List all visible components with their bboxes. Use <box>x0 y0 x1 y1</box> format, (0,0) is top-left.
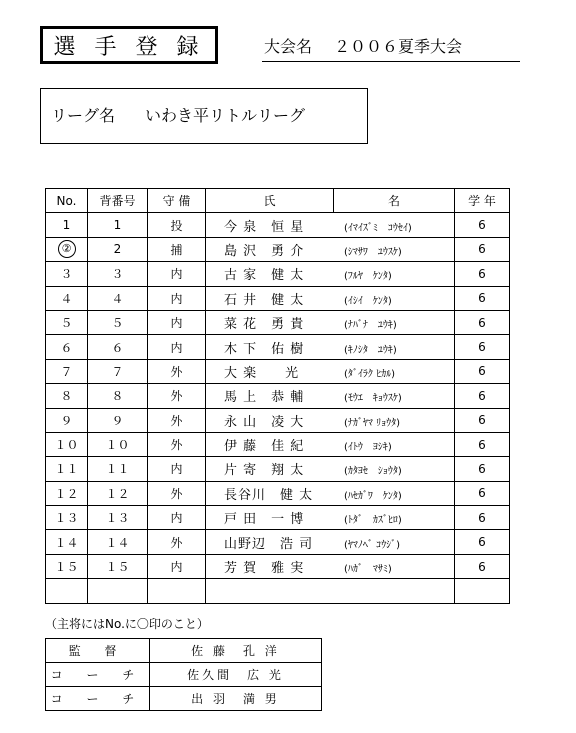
player-name: 古 家 健 太 <box>224 268 305 284</box>
staff-name: 出 羽 満 男 <box>150 687 322 711</box>
player-position: 内 <box>148 286 206 310</box>
staff-role: コ ー チ <box>46 663 150 687</box>
player-grade: 6 <box>455 530 510 554</box>
staff-name: 佐久間 広 光 <box>150 663 322 687</box>
player-position: 外 <box>148 408 206 432</box>
player-name-kana: (ｶﾀﾖｾ ｼｮｳﾀ) <box>344 466 402 478</box>
player-name-kana: (ｲﾏｲｽﾞﾐ ｺｳｾｲ) <box>344 222 412 234</box>
player-name-cell <box>206 359 455 383</box>
roster-row <box>46 457 510 481</box>
player-number: １３ <box>88 506 148 530</box>
player-name-cell <box>206 286 455 310</box>
player-number: １４ <box>88 530 148 554</box>
col-header-family-name: 氏 <box>206 189 334 213</box>
player-no <box>46 579 88 603</box>
col-header-no: No. <box>46 189 88 213</box>
player-no: ５ <box>46 310 88 334</box>
player-name: 大 楽 光 <box>224 365 300 381</box>
player-number: １０ <box>88 432 148 456</box>
player-number: ８ <box>88 384 148 408</box>
player-number: ６ <box>88 335 148 359</box>
player-name-kana: (ﾄﾀﾞ ｶｽﾞﾋﾛ) <box>344 515 402 527</box>
player-no: １４ <box>46 530 88 554</box>
player-number <box>88 579 148 603</box>
player-grade <box>455 579 510 603</box>
tournament-name: ２００６夏季大会 <box>334 37 463 56</box>
player-number: ９ <box>88 408 148 432</box>
player-grade: 6 <box>455 506 510 530</box>
player-name-kana: (ｲｼｲ ｹﾝﾀ) <box>344 295 392 307</box>
player-name: 今 泉 恒 星 <box>224 219 305 235</box>
form-title: 選 手 登 録 <box>40 26 218 64</box>
player-name: 石 井 健 太 <box>224 292 305 308</box>
roster-row <box>46 310 510 334</box>
player-name: 山野辺 浩 司 <box>224 536 314 552</box>
player-number: １２ <box>88 481 148 505</box>
player-name-cell <box>206 310 455 334</box>
roster-row <box>46 335 510 359</box>
player-name-cell <box>206 506 455 530</box>
player-name-kana: (ﾌﾙﾔ ｹﾝﾀ) <box>344 271 392 283</box>
player-grade: 6 <box>455 408 510 432</box>
roster-row <box>46 554 510 578</box>
player-no: １０ <box>46 432 88 456</box>
col-header-position: 守 備 <box>148 189 206 213</box>
player-name: 片 寄 翔 太 <box>224 463 305 479</box>
player-grade: 6 <box>455 554 510 578</box>
player-grade: 6 <box>455 262 510 286</box>
roster-row <box>46 579 510 603</box>
player-grade: 6 <box>455 286 510 310</box>
roster-row <box>46 213 510 237</box>
staff-role: 監 督 <box>46 639 150 663</box>
player-name-cell <box>206 481 455 505</box>
roster-row <box>46 506 510 530</box>
player-grade: 6 <box>455 359 510 383</box>
player-name: 芳 賀 雅 実 <box>224 561 305 577</box>
staff-name: 佐 藤 孔 洋 <box>150 639 322 663</box>
player-name-kana: (ﾅｶﾞﾔﾏ ﾘｮｳﾀ) <box>344 417 400 429</box>
player-no: １３ <box>46 506 88 530</box>
player-position: 内 <box>148 506 206 530</box>
player-name-cell <box>206 530 455 554</box>
roster-row <box>46 481 510 505</box>
captain-note: （主将にはNo.に〇印のこと） <box>45 617 209 631</box>
player-name: 馬 上 恭 輔 <box>224 390 305 406</box>
player-position: 投 <box>148 213 206 237</box>
player-name-cell <box>206 554 455 578</box>
player-name-kana: (ﾊｶﾞ ﾏｻﾐ) <box>344 564 392 576</box>
player-name-kana: (ｼﾏｻﾜ ﾕｳｽｹ) <box>344 246 402 258</box>
player-name-cell <box>206 213 455 237</box>
player-position <box>148 579 206 603</box>
roster-body <box>46 213 510 603</box>
col-header-grade: 学 年 <box>455 189 510 213</box>
player-number: ７ <box>88 359 148 383</box>
player-position: 内 <box>148 262 206 286</box>
player-position: 外 <box>148 481 206 505</box>
player-no: ７ <box>46 359 88 383</box>
player-position: 内 <box>148 457 206 481</box>
player-number: １５ <box>88 554 148 578</box>
player-name: 菜 花 勇 貴 <box>224 317 305 333</box>
player-name: 木 下 佑 樹 <box>224 341 305 357</box>
roster-row <box>46 432 510 456</box>
player-name-kana: (ｷﾉｼﾀ ﾕｳｷ) <box>344 344 397 356</box>
player-no: ８ <box>46 384 88 408</box>
tournament-line <box>262 34 520 62</box>
staff-row <box>46 687 322 711</box>
player-name-cell <box>206 579 455 603</box>
player-position: 外 <box>148 359 206 383</box>
staff-row <box>46 663 322 687</box>
player-position: 外 <box>148 432 206 456</box>
player-no <box>46 237 88 261</box>
player-no: ９ <box>46 408 88 432</box>
player-name-cell <box>206 408 455 432</box>
player-grade: 6 <box>455 213 510 237</box>
player-number: ３ <box>88 262 148 286</box>
staff-table <box>45 638 322 711</box>
player-name-kana: (ﾔﾏﾉﾍﾞ ｺｳｼﾞ) <box>344 539 400 551</box>
roster-row <box>46 408 510 432</box>
league-label: リーグ名 <box>51 106 116 125</box>
roster-table <box>45 188 510 604</box>
staff-body <box>46 639 322 711</box>
player-number: ５ <box>88 310 148 334</box>
player-name-kana: (ﾓｳｴ ｷｮｳｽｹ) <box>344 393 402 405</box>
staff-row <box>46 639 322 663</box>
roster-row <box>46 262 510 286</box>
col-header-number: 背番号 <box>88 189 148 213</box>
player-number: １１ <box>88 457 148 481</box>
player-grade: 6 <box>455 481 510 505</box>
player-name: 永 山 凌 大 <box>224 414 305 430</box>
player-grade: 6 <box>455 457 510 481</box>
player-name-kana: (ﾊｾｶﾞﾜ ｹﾝﾀ) <box>344 490 402 502</box>
tournament-label: 大会名 <box>264 37 313 56</box>
player-no: １５ <box>46 554 88 578</box>
player-name-kana: (ﾀﾞｲﾗｸ ﾋｶﾙ) <box>344 368 395 380</box>
player-no: １２ <box>46 481 88 505</box>
roster-header-row <box>46 189 510 213</box>
player-no: ４ <box>46 286 88 310</box>
league-name: いわき平リトルリーグ <box>145 106 306 125</box>
player-position: 内 <box>148 335 206 359</box>
col-header-given-name: 名 <box>334 189 455 213</box>
player-no: 1 <box>46 213 88 237</box>
player-name: 長谷川 健 太 <box>224 487 314 503</box>
player-grade: 6 <box>455 310 510 334</box>
player-name-cell <box>206 237 455 261</box>
player-name-cell <box>206 335 455 359</box>
league-box <box>40 88 368 144</box>
player-name-cell <box>206 432 455 456</box>
roster-row <box>46 237 510 261</box>
player-position: 捕 <box>148 237 206 261</box>
player-name-cell <box>206 384 455 408</box>
player-position: 内 <box>148 310 206 334</box>
player-name-cell <box>206 457 455 481</box>
player-name: 島 沢 勇 介 <box>224 243 305 259</box>
captain-mark: ② <box>58 240 76 258</box>
roster-row <box>46 384 510 408</box>
player-name: 戸 田 一 博 <box>224 512 305 528</box>
player-position: 外 <box>148 530 206 554</box>
player-no: １１ <box>46 457 88 481</box>
player-position: 内 <box>148 554 206 578</box>
player-position: 外 <box>148 384 206 408</box>
roster-row <box>46 359 510 383</box>
player-name-cell <box>206 262 455 286</box>
player-name-kana: (ﾅﾊﾞﾅ ﾕｳｷ) <box>344 320 397 332</box>
staff-role: コ ー チ <box>46 687 150 711</box>
player-grade: 6 <box>455 384 510 408</box>
player-no: ３ <box>46 262 88 286</box>
player-number: 1 <box>88 213 148 237</box>
player-grade: 6 <box>455 432 510 456</box>
player-grade: 6 <box>455 335 510 359</box>
roster-row <box>46 286 510 310</box>
player-no: ６ <box>46 335 88 359</box>
player-grade: 6 <box>455 237 510 261</box>
player-number: ４ <box>88 286 148 310</box>
player-number: 2 <box>88 237 148 261</box>
player-name: 伊 藤 佳 紀 <box>224 439 305 455</box>
roster-row <box>46 530 510 554</box>
player-name-kana: (ｲﾄｳ ﾖｼｷ) <box>344 442 392 454</box>
